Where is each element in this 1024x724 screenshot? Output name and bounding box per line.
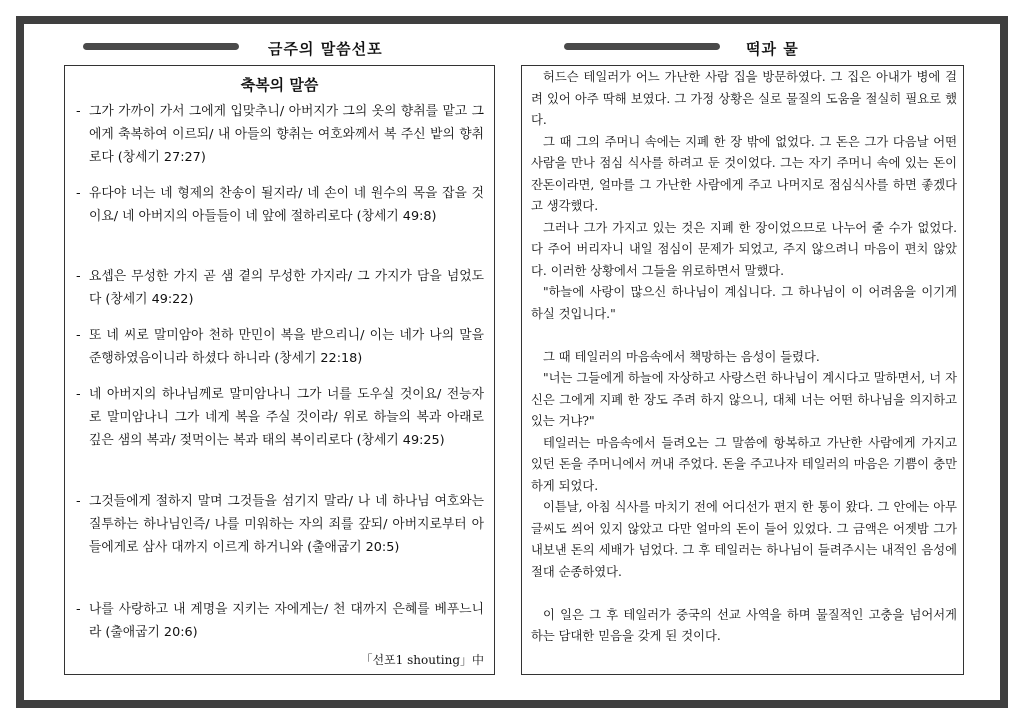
verse-text: 그가 가까이 가서 그에게 입맞추니/ 아버지가 그의 옷의 향취를 맡고 그에게 축복하여 이르되/ 내 아들의 향취는 여호와께서 복 주신 밭의 향취로다 (창세기 27:27) bbox=[89, 104, 484, 165]
story-paragraph: "하늘에 사랑이 많으신 하나님이 계십니다. 그 하나님이 이 어려움을 이기게 하실 것입니다." bbox=[531, 285, 957, 321]
verse-item bbox=[76, 598, 484, 644]
story-paragraph: 이튿날, 아침 식사를 마치기 전에 어디선가 편지 한 통이 왔다. 그 안에는 아무 글씨도 씌어 있지 않았고 다만 얼마의 돈이 들어 있었다. 그 금액은 어젯밤 그가 내보낸 돈의 세배가 넘었다. 그 후 테일러는 하나님이 들려주시는 내적인 음성에 절대 순종하였다. bbox=[531, 500, 957, 579]
verse-text: 그것들에게 절하지 말며 그것들을 섬기지 말라/ 나 네 하나님 여호와는 질투하는 하나님인즉/ 나를 미워하는 자의 죄를 갚되/ 아버지로부터 아들에게로 삼사 대까지 이르게 하거니와 (출애굽기 20:5) bbox=[89, 494, 484, 555]
verse-item bbox=[76, 265, 484, 311]
story-paragraph: 그러나 그가 가지고 있는 것은 지폐 한 장이었으므로 나누어 줄 수가 없었다. 다 주어 버리자니 내일 점심이 문제가 되었고, 주지 않으려니 마음이 편치 않았다. 이러한 상황에서 그들을 위로하면서 말했다. bbox=[531, 220, 957, 278]
verse-text: 네 아버지의 하나님께로 말미암나니 그가 너를 도우실 것이요/ 전능자로 말미암나니 그가 네게 복을 주실 것이라/ 위로 하늘의 복과 아래로 깊은 샘의 복과/ 젖먹이는 복과 태의 복이리로다 (창세기 49:25) bbox=[89, 387, 484, 448]
right-header-title: 떡과 물 bbox=[746, 40, 799, 58]
verse-text: 나를 사랑하고 내 계명을 지키는 자에게는/ 천 대까지 은혜를 베푸느니라 (출애굽기 20:6) bbox=[89, 602, 484, 640]
left-header-bar bbox=[83, 43, 239, 50]
story-paragraph: 그 때 테일러의 마음속에서 책망하는 음성이 들렸다. bbox=[543, 349, 820, 364]
story-text bbox=[531, 67, 957, 648]
list-dash: - bbox=[76, 104, 81, 119]
list-dash: - bbox=[76, 186, 81, 201]
source-citation: 「선포1 shouting」中 bbox=[360, 653, 484, 667]
left-header-title: 금주의 말씀선포 bbox=[268, 40, 383, 58]
verse-item bbox=[76, 490, 484, 559]
box-title: 축복의 말씀 bbox=[240, 76, 319, 94]
story-paragraph: "너는 그들에게 하늘에 자상하고 사랑스런 하나님이 계시다고 말하면서, 너 자신은 그에게 지폐 한 장도 주려 하지 않으니, 대체 너는 어떤 하나님을 의지하고 있는 거냐?" bbox=[531, 371, 957, 428]
list-dash: - bbox=[76, 269, 81, 284]
verse-text: 또 네 씨로 말미암아 천하 만민이 복을 받으리니/ 이는 네가 나의 말을 준행하였음이니라 하셨다 하니라 (창세기 22:18) bbox=[89, 328, 484, 366]
story-paragraph: 그 때 그의 주머니 속에는 지폐 한 장 밖에 없었다. 그 돈은 그가 다음날 어떤 사람을 만나 점심 식사를 하려고 둔 것이었다. 그는 자기 주머니 속에 있는 돈이 잔돈이라면, 얼마를 그 가난한 사람에게 주고 나머지로 점심식사를 하면 좋겠다고 생각했다. bbox=[531, 134, 957, 213]
list-dash: - bbox=[76, 494, 81, 509]
verse-item bbox=[76, 100, 484, 169]
verse-text: 요셉은 무성한 가지 곧 샘 곁의 무성한 가지라/ 그 가지가 담을 넘었도다 (창세기 49:22) bbox=[89, 269, 484, 307]
story-paragraph: 허드슨 테일러가 어느 가난한 사람 집을 방문하였다. 그 집은 아내가 병에 걸려 있어 아주 딱해 보였다. 그 가정 상황은 실로 물질의 도움을 절실히 필요로 했다. bbox=[531, 70, 957, 127]
list-dash: - bbox=[76, 387, 81, 402]
verse-text: 유다야 너는 네 형제의 찬송이 될지라/ 네 손이 네 원수의 목을 잡을 것이요/ 네 아버지의 아들들이 네 앞에 절하리로다 (창세기 49:8) bbox=[89, 186, 484, 224]
story-box bbox=[521, 65, 964, 675]
story-paragraph: 이 일은 그 후 테일러가 중국의 선교 사역을 하며 물질적인 고충을 넘어서게 하는 담대한 믿음을 갖게 된 것이다. bbox=[531, 607, 957, 643]
verse-item bbox=[76, 324, 484, 370]
right-header-bar bbox=[564, 43, 720, 50]
list-dash: - bbox=[76, 602, 81, 617]
verse-item bbox=[76, 383, 484, 452]
list-dash: - bbox=[76, 328, 81, 343]
story-paragraph: 테일러는 마음속에서 들려오는 그 말씀에 항복하고 가난한 사람에게 가지고 있던 돈을 주머니에서 꺼내 주었다. 돈을 주고나자 테일러의 마음은 기쁨이 충만하게 되었다. bbox=[531, 435, 957, 493]
verse-item bbox=[76, 182, 484, 228]
blessing-verses-box bbox=[64, 65, 495, 675]
